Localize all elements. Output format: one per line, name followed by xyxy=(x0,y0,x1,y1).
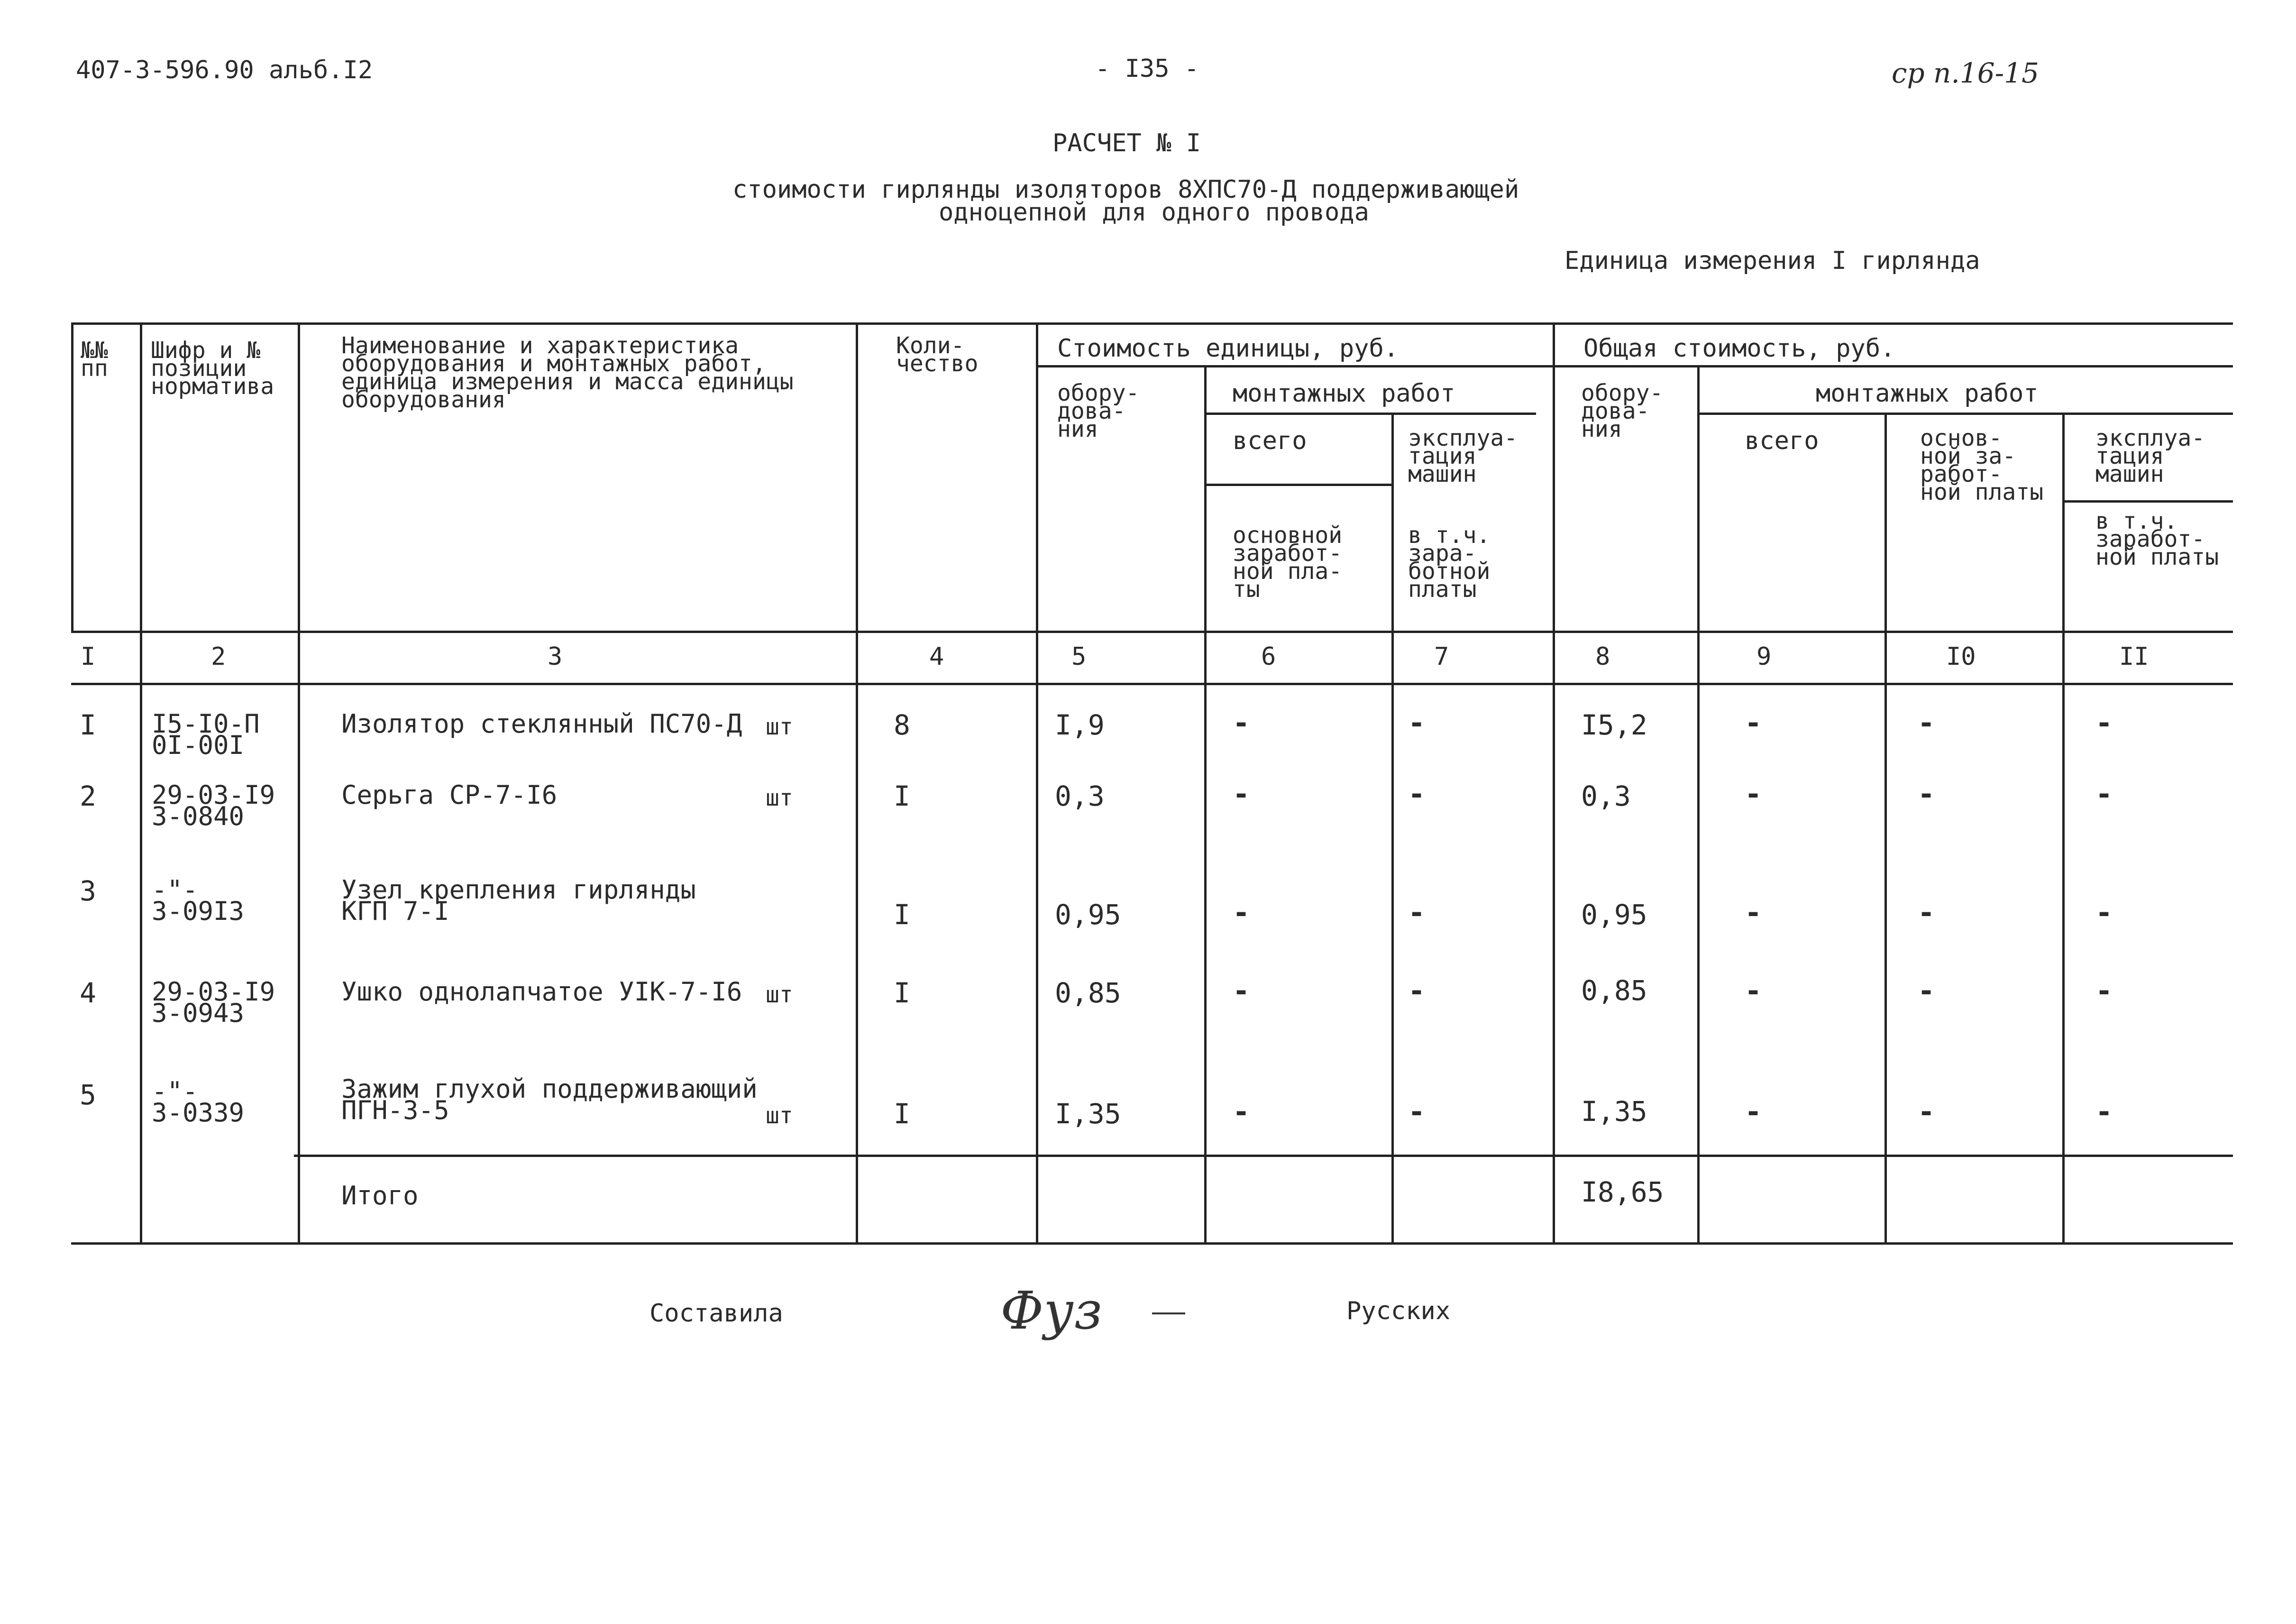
header-total-machines: эксплуа- тация машин xyxy=(2095,425,2205,487)
header-total-cost: Общая стоимость, руб. xyxy=(1583,334,1895,363)
row-number: 4 xyxy=(80,977,96,1009)
row-name: Зажим глухой поддерживающий xyxy=(341,1074,758,1104)
row-col11: - xyxy=(2095,778,2113,811)
row-name: Серьга СР-7-I6 xyxy=(341,780,558,810)
row-unit: шт xyxy=(766,982,793,1008)
column-number: 7 xyxy=(1434,642,1449,671)
row-col7: - xyxy=(1408,706,1426,740)
document-subtitle-line2: одноцепной для одного провода xyxy=(939,198,1369,227)
row-col11: - xyxy=(2095,896,2113,929)
row-number: 2 xyxy=(80,780,96,812)
row-total-equipment: 0,3 xyxy=(1581,780,1631,812)
row-col10: - xyxy=(1918,1095,1935,1129)
row-number: 3 xyxy=(80,875,96,907)
row-code-line2: 3-0943 xyxy=(152,998,245,1028)
column-number: 2 xyxy=(211,642,226,671)
row-col11: - xyxy=(2095,974,2113,1008)
row-col9: - xyxy=(1745,706,1762,740)
page-number: - I35 - xyxy=(1095,55,1199,83)
header-unit-cost: Стоимость единицы, руб. xyxy=(1057,334,1399,363)
row-name-line2: КГП 7-I xyxy=(341,896,449,926)
row-col10: - xyxy=(1918,974,1935,1008)
header-name: Наименование и характеристика оборудования и монтажных работ, единица измерения и масса единицы оборудования xyxy=(341,332,794,413)
row-code-line2: 0I-00I xyxy=(152,730,245,760)
column-number: II xyxy=(2119,642,2149,671)
compiled-by-label: Составила xyxy=(649,1299,783,1328)
row-quantity: I xyxy=(894,899,910,931)
row-col7: - xyxy=(1408,1095,1426,1129)
row-col9: - xyxy=(1745,974,1762,1008)
row-unit-equipment-cost: I,9 xyxy=(1055,709,1105,741)
row-col6: - xyxy=(1233,974,1250,1008)
column-number: 5 xyxy=(1071,642,1087,671)
total-label: Итого xyxy=(341,1181,419,1211)
signature-dash xyxy=(1152,1312,1185,1314)
row-col9: - xyxy=(1745,896,1762,929)
row-col6: - xyxy=(1233,896,1250,929)
row-number: 5 xyxy=(80,1079,96,1111)
row-code-line2: 3-09I3 xyxy=(152,896,245,926)
row-col10: - xyxy=(1918,896,1935,929)
row-col6: - xyxy=(1233,778,1250,811)
row-quantity: I xyxy=(894,1098,910,1130)
row-unit: шт xyxy=(766,714,793,740)
row-col11: - xyxy=(2095,1095,2113,1129)
document-title: РАСЧЕТ № I xyxy=(1052,129,1201,157)
row-col6: - xyxy=(1233,1095,1250,1129)
signature: Фуз xyxy=(1000,1280,1103,1341)
row-unit-equipment-cost: 0,85 xyxy=(1055,977,1121,1009)
header-total-installation: монтажных работ xyxy=(1816,379,2039,408)
row-name: Узел крепления гирлянды xyxy=(341,875,696,905)
total-value: I8,65 xyxy=(1581,1176,1664,1208)
row-code-line2: 3-0339 xyxy=(152,1098,245,1128)
row-name: Ушко однолапчатое УIК-7-I6 xyxy=(341,977,742,1007)
row-code-line2: 3-0840 xyxy=(152,801,245,831)
header-total: всего xyxy=(1233,427,1307,455)
column-number: I0 xyxy=(1946,642,1976,671)
unit-of-measure: Единица измерения I гирлянда xyxy=(1564,247,1980,275)
column-number: 3 xyxy=(548,642,563,671)
row-total-equipment: 0,85 xyxy=(1581,974,1647,1007)
header-total-all: всего xyxy=(1745,427,1819,455)
header-incl-salary: в т.ч. зара- ботной платы xyxy=(1408,522,1491,603)
header-total-base-salary: основ- ной за- работ- ной платы xyxy=(1920,425,2044,505)
column-number: 8 xyxy=(1595,642,1610,671)
row-name-line2: ПГН-3-5 xyxy=(341,1095,449,1125)
column-number: 6 xyxy=(1261,642,1276,671)
header-total-incl-salary: в т.ч. заработ- ной платы xyxy=(2095,508,2219,570)
row-col9: - xyxy=(1745,1095,1762,1129)
row-quantity: 8 xyxy=(894,709,910,741)
row-total-equipment: I,35 xyxy=(1581,1095,1647,1128)
row-name: Изолятор стеклянный ПС70-Д xyxy=(341,709,742,739)
column-number: I xyxy=(81,642,96,671)
row-quantity: I xyxy=(894,977,910,1009)
row-col7: - xyxy=(1408,974,1426,1008)
column-number: 4 xyxy=(929,642,944,671)
document-subtitle-line1: стоимости гирлянды изоляторов 8ХПС70-Д поддерживающей xyxy=(732,175,1519,204)
header-total-equipment: обору- дова- ния xyxy=(1581,380,1664,442)
header-row-number: №№ пп xyxy=(81,337,108,382)
header-base-salary: основной заработ- ной пла- ты xyxy=(1233,522,1343,603)
row-total-equipment: 0,95 xyxy=(1581,899,1647,931)
row-unit: шт xyxy=(766,785,793,811)
row-code: I5-I0-П xyxy=(152,709,260,739)
row-code: 29-03-I9 xyxy=(152,780,275,810)
row-unit-equipment-cost: 0,95 xyxy=(1055,899,1121,931)
header-code: Шифр и № позиции норматива xyxy=(151,337,274,400)
row-code: -"- xyxy=(152,875,198,905)
row-code: 29-03-I9 xyxy=(152,977,275,1007)
compiler-name: Русских xyxy=(1346,1297,1451,1325)
column-number: 9 xyxy=(1756,642,1772,671)
row-col11: - xyxy=(2095,706,2113,740)
header-machines: эксплуа- тация машин xyxy=(1408,425,1518,487)
row-unit: шт xyxy=(766,1102,793,1129)
header-installation: монтажных работ xyxy=(1233,379,1455,408)
row-col10: - xyxy=(1918,778,1935,811)
row-col7: - xyxy=(1408,778,1426,811)
corner-mark: ср п.16-15 xyxy=(1892,57,2040,89)
row-col10: - xyxy=(1918,706,1935,740)
row-unit-equipment-cost: 0,3 xyxy=(1055,780,1105,812)
row-number: I xyxy=(80,709,96,741)
document-code: 407-3-596.90 альб.I2 xyxy=(76,56,373,84)
row-quantity: I xyxy=(894,780,910,812)
row-unit-equipment-cost: I,35 xyxy=(1055,1098,1121,1130)
row-total-equipment: I5,2 xyxy=(1581,709,1647,741)
row-col9: - xyxy=(1745,778,1762,811)
header-equipment: обору- дова- ния xyxy=(1057,380,1140,442)
row-code: -"- xyxy=(152,1076,198,1106)
row-col6: - xyxy=(1233,706,1250,740)
header-quantity: Коли- чество xyxy=(896,332,979,377)
row-col7: - xyxy=(1408,896,1426,929)
